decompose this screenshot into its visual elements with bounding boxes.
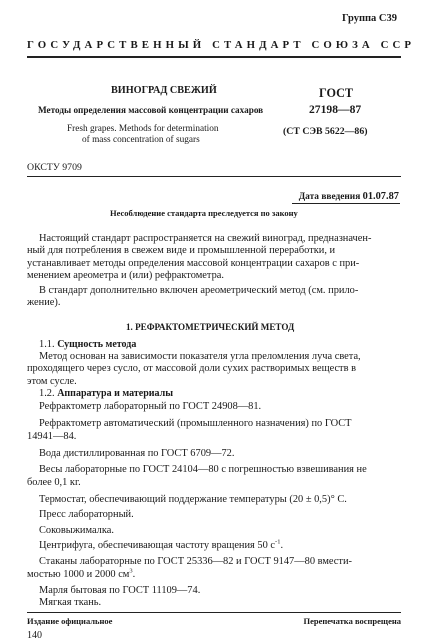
text-line: устанавливает методы определения массовой концентрации сахаров с при- [27,257,360,269]
footer-rule [27,612,401,613]
text-line: В стандарт дополнительно включен ареометрический метод (см. прило- [39,285,359,296]
equipment-item: Стаканы лабораторные по ГОСТ 25336—82 и ГОСТ 9147—80 вмести- [39,556,352,567]
subsection-number: 1.2. [39,388,55,399]
introduction-date-value: 01.07.87 [362,191,399,202]
method-principle-paragraph [27,351,401,388]
sentence-end: . [132,569,136,580]
gost-label: ГОСТ [319,86,354,100]
equipment-item: Рефрактометр лабораторный по ГОСТ 24908—81. [39,401,262,412]
equipment-item: Мягкая ткань. [39,597,102,608]
equipment-item: Пресс лабораторный. [39,509,134,520]
standard-title: ГОСУДАРСТВЕННЫЙ СТАНДАРТ СОЮЗА ССР [27,39,416,51]
equipment-item: Марля бытовая по ГОСТ 11109—74. [39,585,201,596]
official-edition-note: Издание официальное [27,616,113,626]
scope-paragraph [27,233,401,282]
unit-exponent: -1 [275,538,281,546]
section-heading: 1. РЕФРАКТОМЕТРИЧЕСКИЙ МЕТОД [126,322,295,332]
reprint-prohibited-note: Перепечатка воспрещена [303,616,401,626]
sentence-end: . [280,540,284,551]
equipment-item-continuation: более 0,1 кг. [27,477,81,488]
st-sev-reference: (СТ СЭВ 5622—86) [283,126,368,137]
introduction-date-label: Дата введения [298,192,361,202]
text-line: менением ареометра и (или) рефрактометра. [27,269,224,281]
text-line: этом сусле. [27,375,77,387]
equipment-item: Термостат, обеспечивающий поддержание температуры (20 ± 0,5)° С. [39,494,347,505]
text-line: проходящего через сусло, от массовой доли сухих растворимых веществ в [27,363,357,375]
equipment-item-continuation [27,569,135,581]
subsection-title: Аппаратура и материалы [57,388,174,399]
text-line: ный для потребления в свежем виде и промышленной переработки, и [27,245,336,257]
gost-number: 27198—87 [309,103,362,116]
subsection-number: 1.1. [39,339,55,350]
text-line: жение). [27,297,61,309]
text-line: Метод основан на зависимости показателя угла преломления луча света, [39,351,361,362]
equipment-item-continuation: 14941—84. [27,431,77,442]
equipment-item-text: Центрифуга, обеспечивающая частоту вращения 50 с [39,540,276,551]
equipment-item [39,540,283,552]
subsection-1-1-heading [39,339,136,351]
group-code: Группа С39 [341,13,397,24]
introduction-date-rule [292,203,400,204]
subsection-1-2-heading [39,388,173,400]
equipment-item: Весы лабораторные по ГОСТ 24104—80 с погрешностью взвешивания не [39,464,367,475]
okstu-code: ОКСТУ 9709 [27,162,82,173]
page-number: 140 [27,630,42,641]
subsection-title: Сущность метода [57,339,137,350]
okstu-rule [27,176,401,177]
header-rule [27,56,401,58]
english-title-line2: of mass concentration of sugars [82,135,200,145]
equipment-item: Вода дистиллированная по ГОСТ 6709—72. [39,448,235,459]
equipment-item-text: мостью 1000 и 2000 см [27,569,130,580]
english-title-line1: Fresh grapes. Methods for determination [67,124,219,134]
equipment-item: Соковыжималка. [39,525,114,536]
unit-exponent: 3 [129,567,133,575]
text-line: Настоящий стандарт распространяется на свежий виноград, предназначен- [39,233,372,244]
legal-warning: Несоблюдение стандарта преследуется по закону [110,208,298,218]
document-subtitle: Методы определения массовой концентрации сахаров [38,105,264,115]
document-name: ВИНОГРАД СВЕЖИЙ [111,85,217,96]
introduction-date [299,191,399,202]
addition-paragraph [27,285,401,310]
equipment-item: Рефрактометр автоматический (промышленного назначения) по ГОСТ [39,418,352,429]
